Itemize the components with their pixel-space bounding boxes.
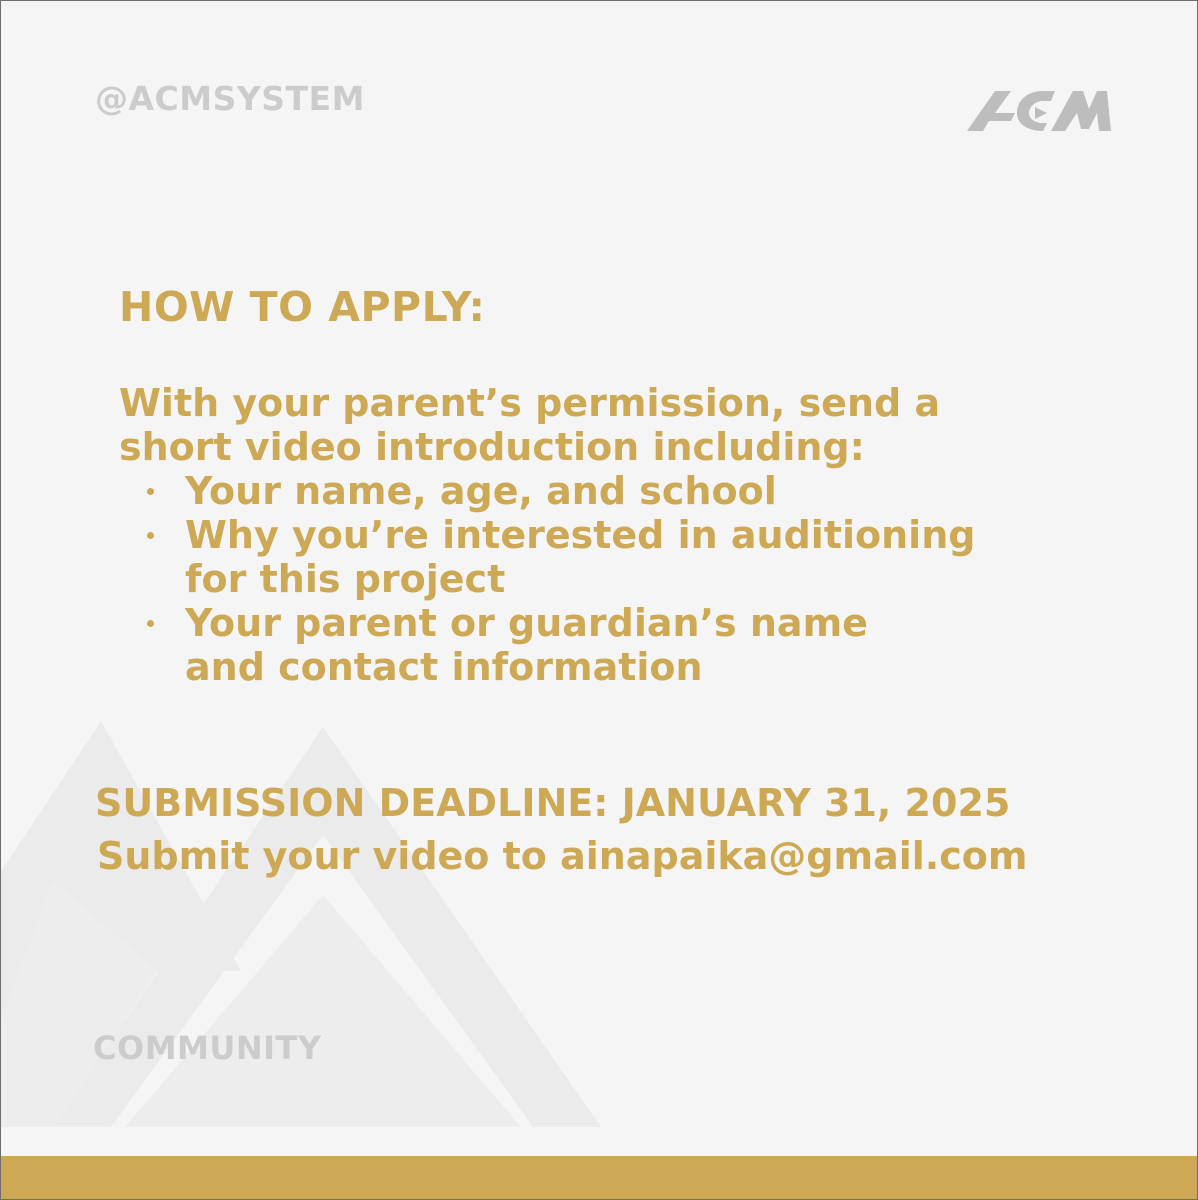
list-item-line: Your name, age, and school: [185, 469, 777, 513]
list-item: [119, 513, 1039, 601]
list-item: [119, 601, 1039, 689]
bullet-icon: [147, 532, 154, 539]
footer-accent-bar: [1, 1156, 1197, 1199]
submission-instructions: Submit your video to ainapaika@gmail.com: [97, 834, 1028, 878]
submission-deadline: SUBMISSION DEADLINE: JANUARY 31, 2025: [95, 781, 1011, 825]
background-triangles-watermark: [1, 701, 641, 1161]
intro-paragraph: With your parent’s permission, send a short video introduction including:: [119, 381, 941, 469]
bullet-icon: [147, 620, 154, 627]
social-handle: @ACMSYSTEM: [95, 79, 365, 118]
acm-logo-icon: [965, 83, 1111, 133]
how-to-apply-heading: HOW TO APPLY:: [119, 283, 486, 331]
list-item-line: for this project: [185, 557, 506, 601]
list-item-line: Your parent or guardian’s name: [185, 601, 868, 645]
list-item-line: Why you’re interested in auditioning: [185, 513, 976, 557]
bullet-icon: [147, 488, 154, 495]
list-item-line: and contact information: [185, 645, 703, 689]
list-item: [119, 469, 1039, 513]
community-label: COMMUNITY: [93, 1029, 322, 1067]
requirements-list: [119, 469, 1039, 689]
